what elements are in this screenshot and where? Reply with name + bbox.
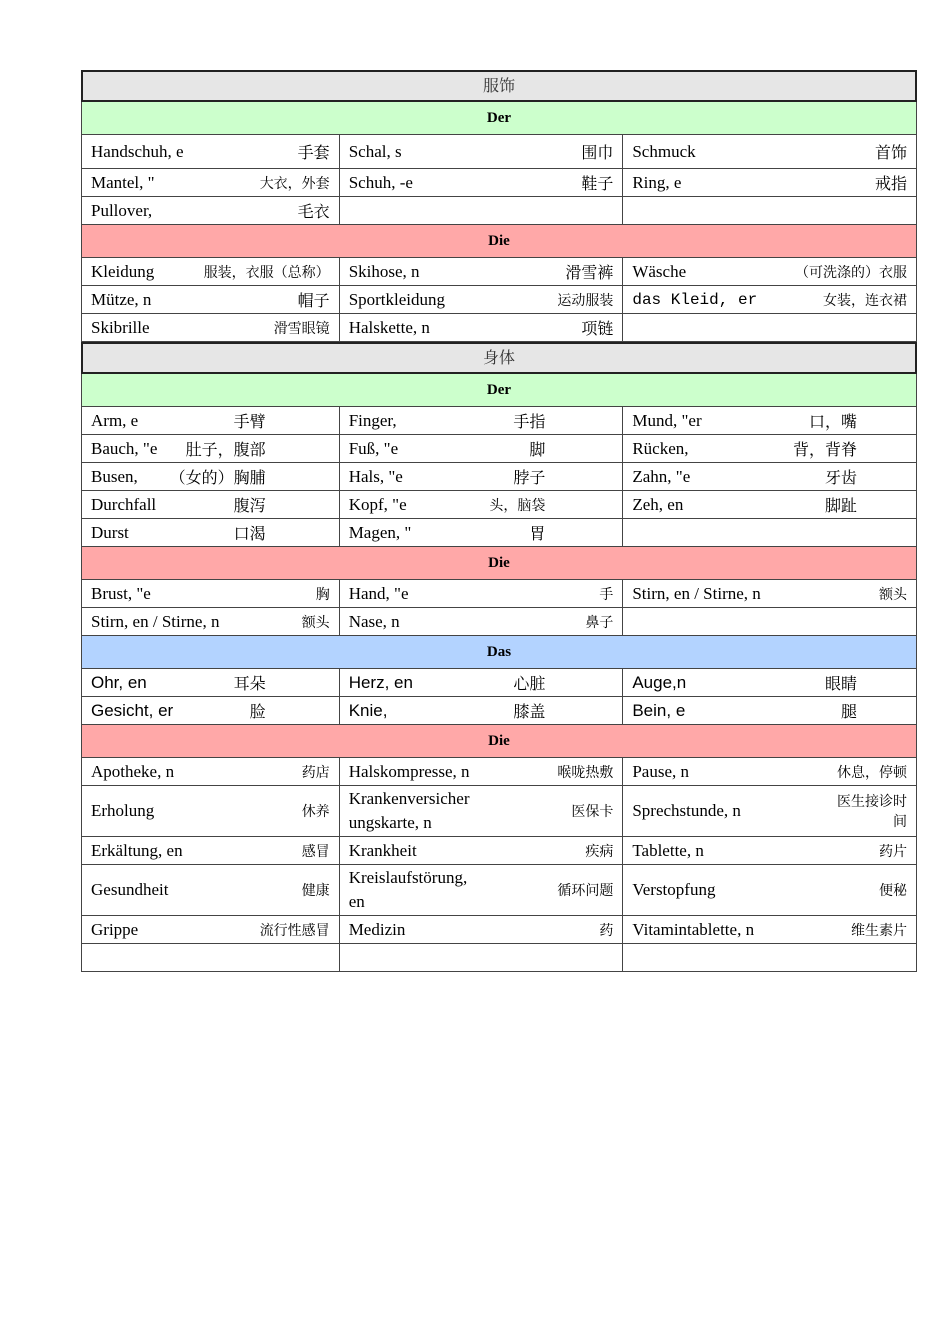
german-word: Finger, bbox=[348, 410, 397, 430]
chinese-translation: 滑雪眼镜 bbox=[273, 320, 330, 337]
chinese-translation: （女的）胸脯 bbox=[169, 468, 266, 487]
german-word: Nase, n bbox=[348, 611, 400, 631]
vocab-cell bbox=[623, 669, 917, 697]
table-row bbox=[81, 463, 917, 491]
vocab-cell bbox=[82, 286, 340, 314]
german-word: Erholung bbox=[91, 801, 155, 820]
german-word: Hand, "e bbox=[348, 583, 409, 603]
table-row bbox=[81, 669, 917, 697]
chinese-translation: 心脏 bbox=[513, 674, 546, 693]
table-row bbox=[81, 407, 917, 435]
chinese-translation: 额头 bbox=[878, 586, 907, 603]
chinese-translation: 手指 bbox=[513, 412, 546, 431]
vocab-cell bbox=[82, 407, 340, 435]
chinese-translation: 腿 bbox=[840, 702, 857, 721]
chinese-translation: 女装，连衣裙 bbox=[822, 292, 907, 309]
vocab-cell bbox=[623, 169, 917, 197]
chinese-translation: 胃 bbox=[529, 524, 546, 543]
vocab-cell bbox=[340, 407, 624, 435]
chinese-translation: 疾病 bbox=[585, 843, 614, 860]
gender-header: Der bbox=[81, 374, 917, 407]
vocab-cell bbox=[340, 758, 624, 786]
chinese-translation: 头，脑袋 bbox=[489, 497, 546, 514]
german-word: Krankheit bbox=[348, 840, 417, 860]
chinese-translation: 帽子 bbox=[297, 291, 330, 310]
chinese-translation: 医生接诊时 间 bbox=[836, 794, 907, 830]
vocab-cell bbox=[340, 608, 624, 636]
table-row bbox=[81, 865, 917, 916]
table-row bbox=[81, 169, 917, 197]
german-word: Auge,n bbox=[632, 672, 687, 692]
chinese-translation: 肚子，腹部 bbox=[185, 440, 266, 459]
vocab-cell bbox=[82, 786, 340, 837]
vocab-cell bbox=[623, 258, 917, 286]
german-word: Skihose, n bbox=[348, 261, 420, 281]
german-word: Halskette, n bbox=[348, 317, 430, 337]
vocab-cell bbox=[623, 580, 917, 608]
table-row bbox=[81, 837, 917, 865]
vocab-cell bbox=[623, 463, 917, 491]
vocab-cell bbox=[82, 463, 340, 491]
vocab-cell bbox=[623, 491, 917, 519]
german-word: Mund, "er bbox=[632, 410, 702, 430]
chinese-translation: 流行性感冒 bbox=[259, 922, 330, 939]
vocab-cell bbox=[82, 669, 340, 697]
chinese-translation: 循环问题 bbox=[557, 883, 614, 899]
vocab-cell bbox=[340, 286, 624, 314]
german-word: Kleidung bbox=[91, 261, 155, 281]
chinese-translation: 额头 bbox=[301, 614, 330, 631]
table-row bbox=[81, 944, 917, 972]
german-word: Medizin bbox=[348, 919, 406, 939]
vocab-cell bbox=[623, 519, 917, 547]
vocab-cell bbox=[340, 258, 624, 286]
chinese-translation: 服装，衣服（总称） bbox=[203, 264, 330, 281]
german-word: Mantel, " bbox=[91, 172, 155, 192]
german-word: Stirn, en / Stirne, n bbox=[632, 583, 761, 603]
chinese-translation: 休息，停顿 bbox=[836, 764, 907, 781]
german-word: Mütze, n bbox=[91, 289, 152, 309]
german-word: Halskompresse, n bbox=[348, 761, 470, 781]
german-word: Fuß, "e bbox=[348, 438, 399, 458]
chinese-translation: 喉咙热敷 bbox=[557, 764, 614, 781]
table-row bbox=[81, 197, 917, 225]
vocab-cell bbox=[82, 314, 340, 342]
gender-header: Der bbox=[81, 102, 917, 135]
vocab-cell bbox=[623, 786, 917, 837]
german-word: Schuh, -e bbox=[348, 172, 413, 192]
german-word: Verstopfung bbox=[632, 880, 716, 899]
vocab-cell bbox=[82, 608, 340, 636]
vocab-cell bbox=[340, 197, 624, 225]
table-row bbox=[81, 135, 917, 169]
chinese-translation: 口渴 bbox=[233, 524, 266, 543]
german-word: Magen, " bbox=[348, 522, 412, 542]
german-word: Kopf, "e bbox=[348, 494, 407, 514]
chinese-translation: 鞋子 bbox=[581, 174, 614, 193]
table-row bbox=[81, 608, 917, 636]
vocab-cell bbox=[340, 463, 624, 491]
chinese-translation: 维生素片 bbox=[850, 922, 907, 939]
vocab-cell bbox=[340, 135, 624, 169]
german-word: Sportkleidung bbox=[348, 289, 446, 309]
vocab-cell bbox=[623, 944, 917, 972]
chinese-translation: 胸 bbox=[315, 586, 330, 603]
chinese-translation: 围巾 bbox=[581, 143, 614, 162]
vocab-cell bbox=[82, 944, 340, 972]
german-word: Gesundheit bbox=[91, 880, 169, 899]
vocab-cell bbox=[340, 435, 624, 463]
german-word: Durst bbox=[91, 522, 129, 542]
vocab-cell bbox=[623, 608, 917, 636]
chinese-translation: 背，背脊 bbox=[792, 440, 857, 459]
gender-header: Die bbox=[81, 725, 917, 758]
chinese-translation: 首饰 bbox=[874, 143, 907, 162]
german-word: Schmuck bbox=[632, 141, 696, 161]
chinese-translation: 滑雪裤 bbox=[565, 263, 614, 282]
chinese-translation: 牙齿 bbox=[824, 468, 857, 487]
german-word: Bauch, "e bbox=[91, 438, 158, 458]
vocab-cell bbox=[623, 197, 917, 225]
vocab-cell bbox=[623, 435, 917, 463]
table-row bbox=[81, 491, 917, 519]
chinese-translation: 运动服装 bbox=[557, 292, 614, 309]
chinese-translation: 手臂 bbox=[233, 412, 266, 431]
table-row bbox=[81, 435, 917, 463]
german-word: Gesicht, er bbox=[91, 700, 174, 720]
chinese-translation: 手套 bbox=[297, 143, 330, 162]
vocab-cell bbox=[340, 944, 624, 972]
vocab-cell bbox=[82, 197, 340, 225]
chinese-translation: 戒指 bbox=[874, 174, 907, 193]
chinese-translation: 药片 bbox=[878, 843, 907, 860]
german-word: Wäsche bbox=[632, 261, 687, 281]
german-word: Erkältung, en bbox=[91, 840, 183, 860]
vocab-cell bbox=[82, 491, 340, 519]
chinese-translation: 腹泻 bbox=[233, 496, 266, 515]
chinese-translation: 脖子 bbox=[513, 468, 546, 487]
gender-header: Die bbox=[81, 547, 917, 580]
german-word: Brust, "e bbox=[91, 583, 151, 603]
german-word: Kreislaufstörung, en bbox=[348, 868, 468, 911]
vocab-cell bbox=[623, 286, 917, 314]
table-row bbox=[81, 286, 917, 314]
chinese-translation: 大衣，外套 bbox=[259, 175, 330, 192]
vocab-cell bbox=[623, 837, 917, 865]
chinese-translation: 医保卡 bbox=[571, 804, 614, 820]
chinese-translation: 便秘 bbox=[878, 883, 907, 899]
chinese-translation: 鼻子 bbox=[585, 614, 614, 631]
vocab-cell bbox=[82, 758, 340, 786]
table-row bbox=[81, 916, 917, 944]
chinese-translation: 手 bbox=[599, 586, 614, 603]
chinese-translation: 项链 bbox=[581, 319, 614, 338]
german-word: Tablette, n bbox=[632, 840, 704, 860]
vocab-cell bbox=[623, 865, 917, 916]
vocab-cell bbox=[82, 865, 340, 916]
vocab-cell bbox=[340, 314, 624, 342]
vocab-cell bbox=[340, 786, 624, 837]
chinese-translation: 脸 bbox=[249, 702, 266, 721]
german-word: Sprechstunde, n bbox=[632, 801, 741, 820]
table-row bbox=[81, 758, 917, 786]
chinese-translation: 药 bbox=[599, 922, 614, 939]
chinese-translation: 口，嘴 bbox=[808, 412, 857, 431]
vocab-cell bbox=[82, 580, 340, 608]
table-row bbox=[81, 786, 917, 837]
german-word: Krankenversicher ungskarte, n bbox=[348, 789, 470, 832]
gender-header: Das bbox=[81, 636, 917, 669]
german-word: Busen, bbox=[91, 466, 138, 486]
chinese-translation: 膝盖 bbox=[513, 702, 546, 721]
chinese-translation: 眼睛 bbox=[824, 674, 857, 693]
chinese-translation: 健康 bbox=[301, 883, 330, 899]
vocab-cell bbox=[340, 837, 624, 865]
gender-header: Die bbox=[81, 225, 917, 258]
german-word: Handschuh, e bbox=[91, 141, 184, 161]
german-word: Pause, n bbox=[632, 761, 690, 781]
german-word: Stirn, en / Stirne, n bbox=[91, 611, 220, 631]
chinese-translation: 休养 bbox=[301, 804, 330, 820]
vocab-cell bbox=[82, 169, 340, 197]
german-word: Durchfall bbox=[91, 494, 157, 514]
vocab-cell bbox=[340, 697, 624, 725]
table-row bbox=[81, 258, 917, 286]
vocab-cell bbox=[82, 519, 340, 547]
table-row bbox=[81, 580, 917, 608]
german-word: Zeh, en bbox=[632, 494, 684, 514]
german-word: Hals, "e bbox=[348, 466, 403, 486]
german-word: Ring, e bbox=[632, 172, 682, 192]
german-word: das Kleid, er bbox=[632, 290, 758, 309]
chinese-translation: 毛衣 bbox=[297, 202, 330, 221]
german-word: Skibrille bbox=[91, 317, 150, 337]
vocabulary-table bbox=[81, 70, 917, 972]
vocab-cell bbox=[623, 697, 917, 725]
vocab-cell bbox=[340, 580, 624, 608]
section-title: 服饰 bbox=[81, 70, 917, 102]
german-word: Bein, e bbox=[632, 700, 686, 720]
vocab-cell bbox=[623, 314, 917, 342]
vocab-cell bbox=[623, 407, 917, 435]
german-word: Grippe bbox=[91, 919, 139, 939]
vocab-cell bbox=[340, 169, 624, 197]
chinese-translation: （可洗涤的）衣服 bbox=[794, 264, 907, 281]
german-word: Schal, s bbox=[348, 141, 402, 161]
section-title: 身体 bbox=[81, 342, 917, 374]
vocab-cell bbox=[340, 916, 624, 944]
german-word: Knie, bbox=[348, 700, 388, 720]
german-word: Herz, en bbox=[348, 672, 413, 692]
vocab-cell bbox=[623, 758, 917, 786]
vocab-cell bbox=[82, 258, 340, 286]
chinese-translation: 感冒 bbox=[301, 843, 330, 860]
table-row bbox=[81, 697, 917, 725]
vocab-cell bbox=[82, 916, 340, 944]
german-word: Arm, e bbox=[91, 410, 139, 430]
vocab-cell bbox=[82, 435, 340, 463]
german-word: Vitamintablette, n bbox=[632, 919, 755, 939]
german-word: Apotheke, n bbox=[91, 761, 175, 781]
chinese-translation: 脚 bbox=[529, 440, 546, 459]
chinese-translation: 耳朵 bbox=[233, 674, 266, 693]
german-word: Ohr, en bbox=[91, 672, 147, 692]
table-row bbox=[81, 314, 917, 342]
vocab-cell bbox=[340, 519, 624, 547]
chinese-translation: 药店 bbox=[301, 764, 330, 781]
vocab-cell bbox=[340, 491, 624, 519]
vocab-cell bbox=[82, 697, 340, 725]
vocab-cell bbox=[340, 669, 624, 697]
vocab-cell bbox=[82, 135, 340, 169]
vocab-cell bbox=[82, 837, 340, 865]
german-word: Zahn, "e bbox=[632, 466, 691, 486]
vocab-cell bbox=[340, 865, 624, 916]
german-word: Pullover, bbox=[91, 200, 153, 220]
german-word: Rücken, bbox=[632, 438, 689, 458]
vocab-cell bbox=[623, 916, 917, 944]
table-row bbox=[81, 519, 917, 547]
chinese-translation: 脚趾 bbox=[824, 496, 857, 515]
vocab-cell bbox=[623, 135, 917, 169]
